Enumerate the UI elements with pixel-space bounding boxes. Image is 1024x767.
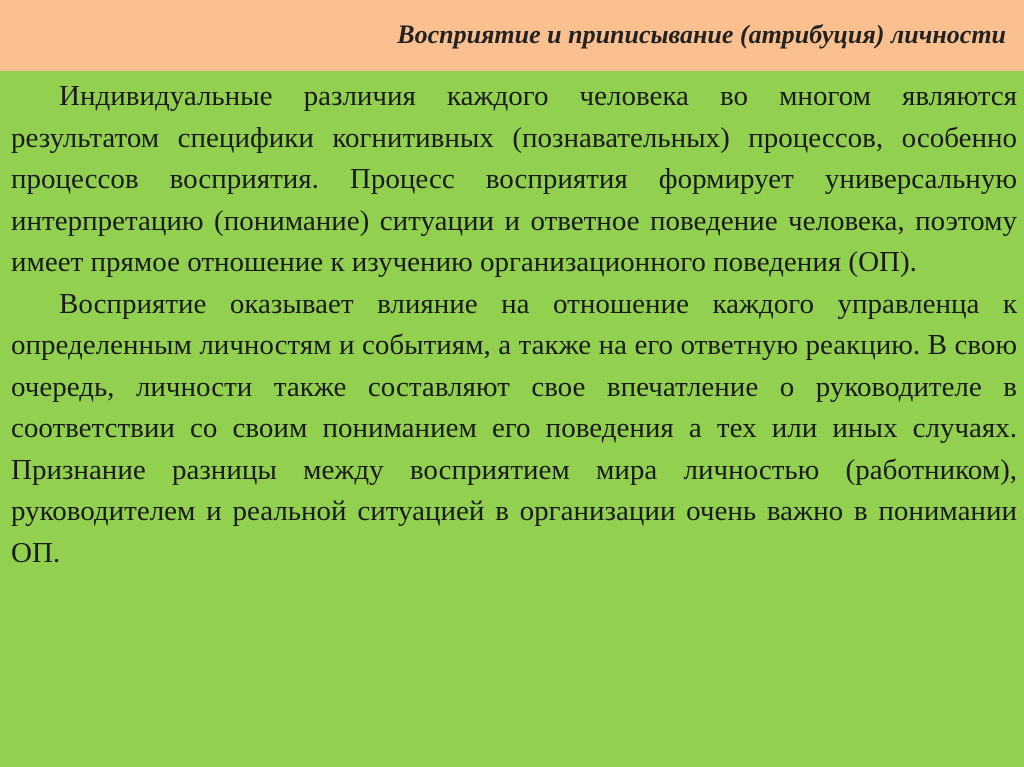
slide-body: [11, 76, 1017, 574]
paragraph-2: Восприятие оказывает влияние на отношение каждого управленца к определенным личностям и событиям, а также на его ответную реакцию. В свою очередь, личности также составляют свое впечатление о руководителе в соответствии со своим пониманием его поведения а тех или иных случаях. Признание разницы между восприятием мира личностью (работником), руководителем и реальной ситуацией в организации очень важно в понимании ОП.: [11, 287, 1017, 569]
paragraph-1: Индивидуальные различия каждого человека во многом являются результатом специфики когнитивных (познавательных) процессов, особенно процессов восприятия. Процесс восприятия формирует универсальную интерпретацию (понимание) ситуации и ответное поведение человека, поэтому имеет прямое отношение к изучению организационного поведения (ОП).: [11, 80, 1017, 278]
title-bar: [0, 0, 1024, 71]
slide-title: Восприятие и приписывание (атрибуция) личности: [397, 20, 1006, 49]
